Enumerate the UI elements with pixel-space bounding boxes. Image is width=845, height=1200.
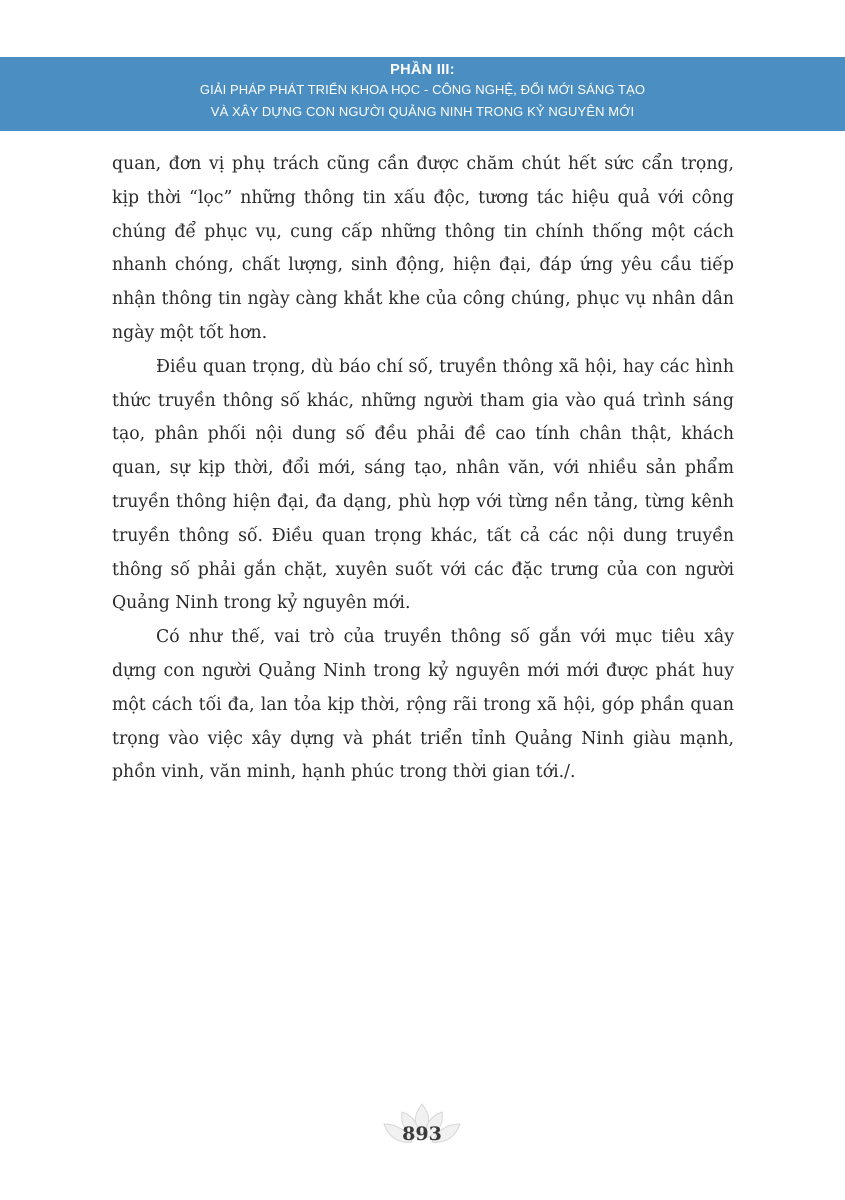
- section-header-band: [0, 57, 845, 131]
- paragraph: Điều quan trọng, dù báo chí số, truyền thông xã hội, hay các hình thức truyền thông số khác, những người tham gia vào quá trình sáng tạo, phân phối nội dung số đều phải đề cao tính chân thật, khách quan, sự kịp thời, đổi mới, sáng tạo, nhân văn, với nhiều sản phẩm truyền thông hiện đại, đa dạng, phù hợp với từng nền tảng, từng kênh truyền thông số. Điều quan trọng khác, tất cả các nội dung truyền thông số phải gắn chặt, xuyên suốt với các đặc trưng của con người Quảng Ninh trong kỷ nguyên mới.: [112, 356, 734, 614]
- page-footer: [372, 1100, 472, 1160]
- section-subtitle-line-1: GIẢI PHÁP PHÁT TRIỂN KHOA HỌC - CÔNG NGHỆ, ĐỔI MỚI SÁNG TẠO: [199, 82, 646, 97]
- page-number: 893: [402, 1123, 442, 1145]
- section-subtitle-line-2: VÀ XÂY DỰNG CON NGƯỜI QUẢNG NINH TRONG KỶ NGUYÊN MỚI: [210, 104, 635, 119]
- paragraph: Có như thế, vai trò của truyền thông số gắn với mục tiêu xây dựng con người Quảng Ninh trong kỷ nguyên mới mới được phát huy một cách tối đa, lan tỏa kịp thời, rộng rãi trong xã hội, góp phần quan trọng vào việc xây dựng và phát triển tỉnh Quảng Ninh giàu mạnh, phồn vinh, văn minh, hạnh phúc trong thời gian tới./.: [112, 627, 734, 783]
- body-text: [112, 148, 734, 790]
- paragraph-continued: quan, đơn vị phụ trách cũng cần được chăm chút hết sức cẩn trọng, kịp thời “lọc” những thông tin xấu độc, tương tác hiệu quả với công chúng để phục vụ, cung cấp những thông tin chính thống một cách nhanh chóng, chất lượng, sinh động, hiện đại, đáp ứng yêu cầu tiếp nhận thông tin ngày càng khắt khe của công chúng, phục vụ nhân dân ngày một tốt hơn.: [112, 154, 734, 343]
- part-title: PHẦN III:: [390, 62, 455, 78]
